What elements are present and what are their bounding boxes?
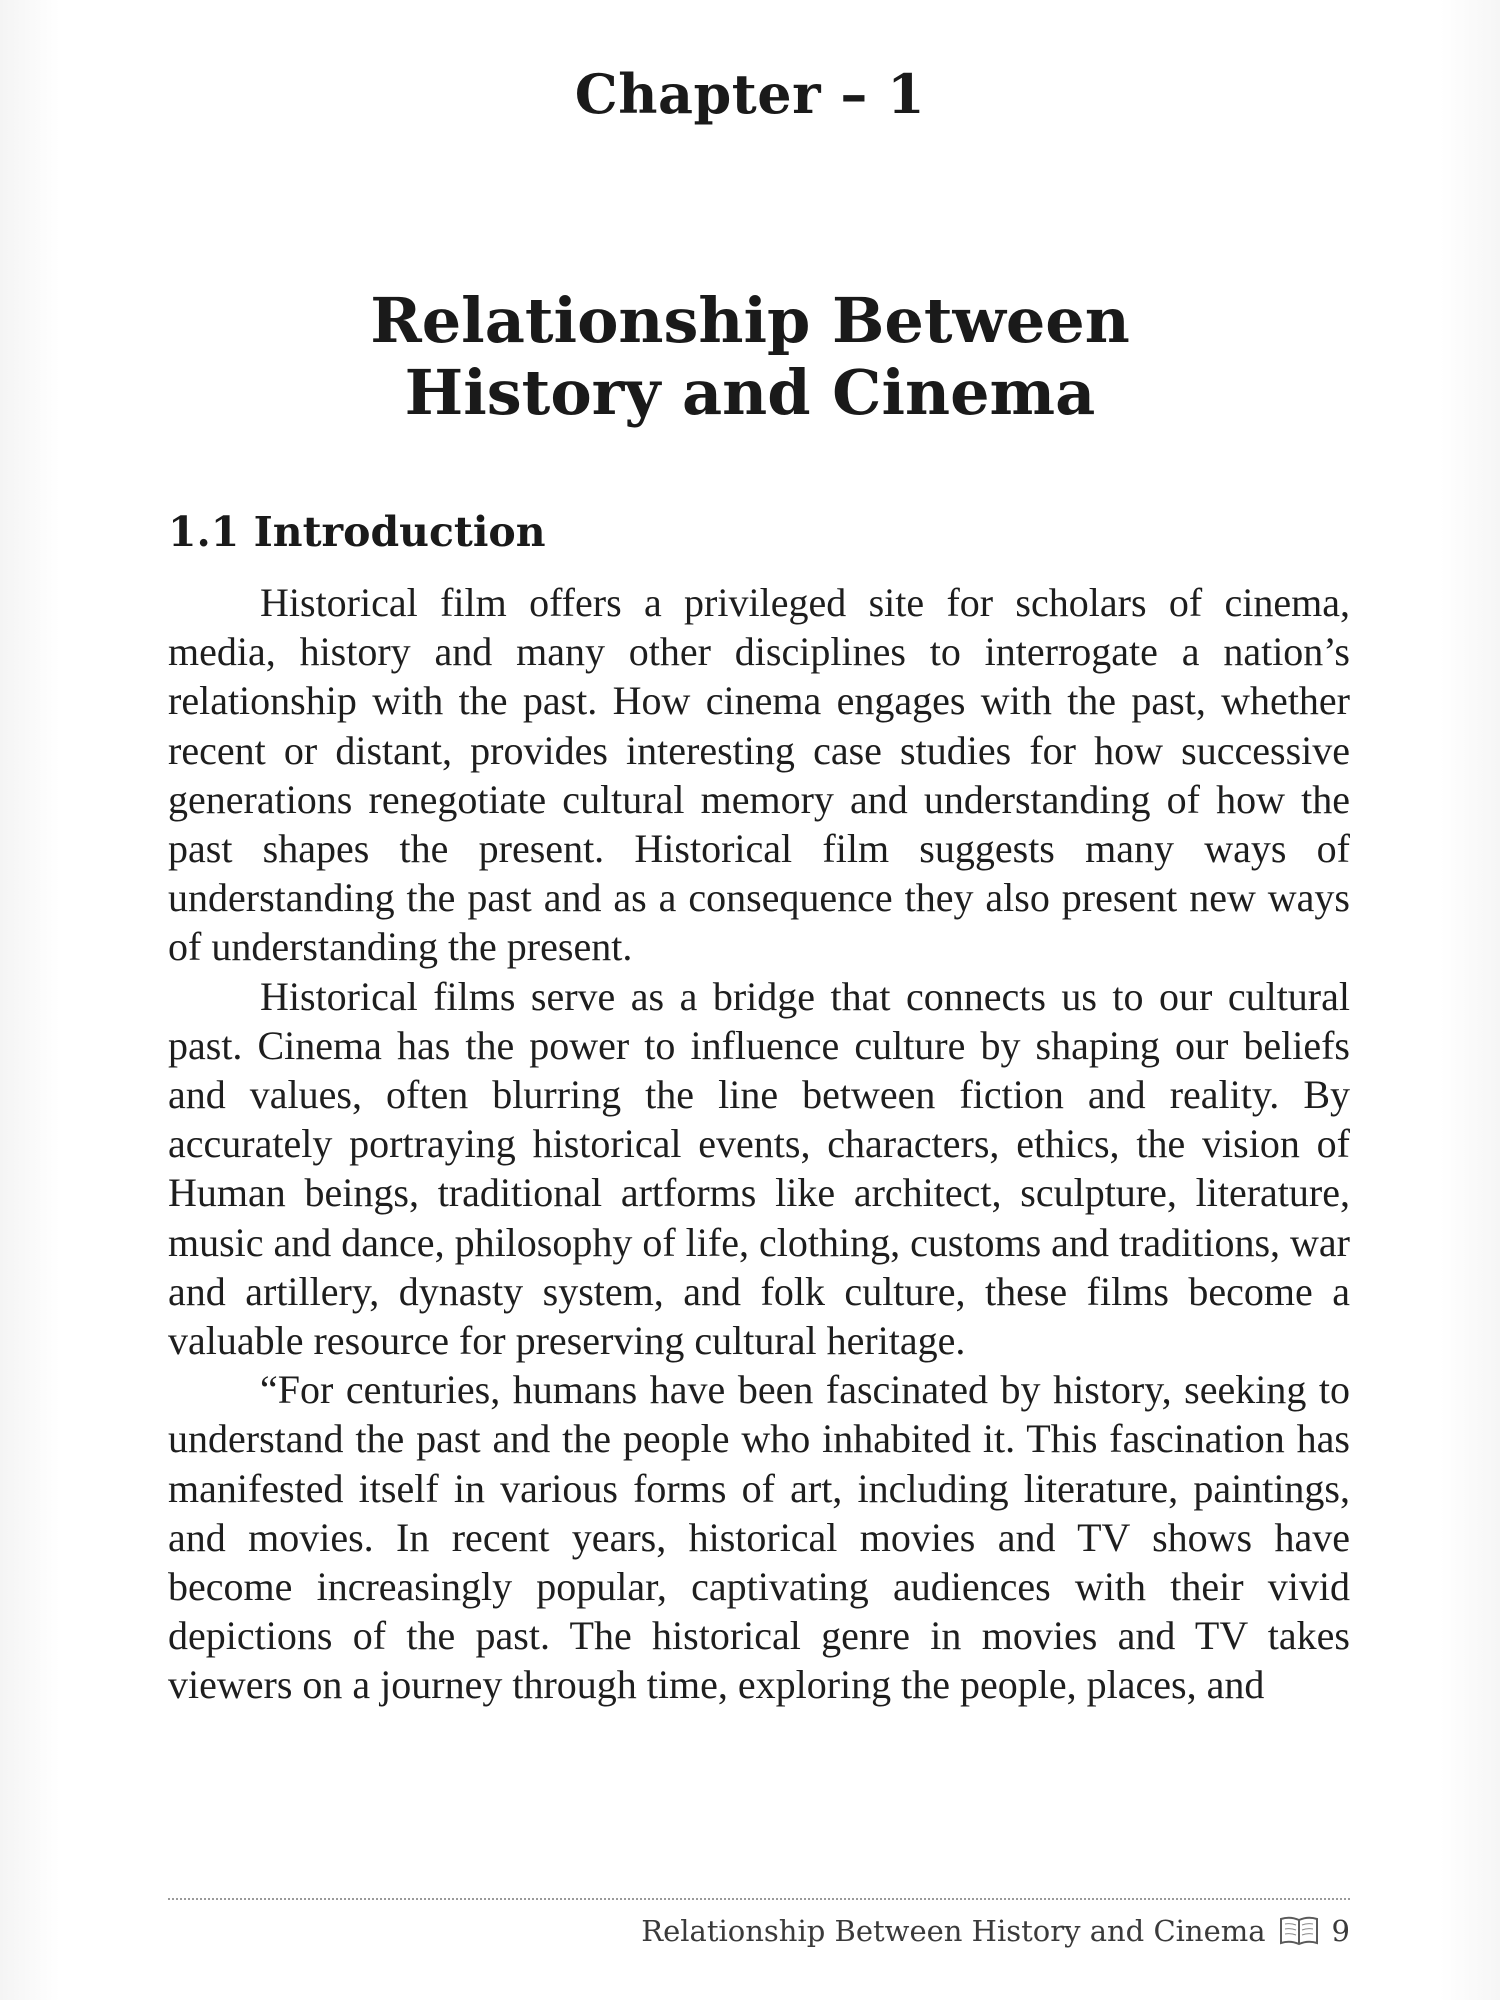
chapter-title (0, 285, 1500, 429)
page-number: 9 (1331, 1914, 1350, 1948)
paragraph-1: Historical film offers a privileged site for scholars of cinema, media, history and many other disciplines to interrogate a nation’s relationship with the past. How cinema engages with the past, whether recent or distant, provides interesting case studies for how successive generations renegotiate cultural memory and understanding of how the past shapes the present. Historical film suggests many ways of understanding the past and as a consequence they also present new ways of understanding the present. (168, 580, 1350, 970)
chapter-title-line-2: History and Cinema (404, 356, 1096, 429)
body-text (168, 578, 1350, 1710)
paragraph-2: Historical films serve as a bridge that connects us to our cultural past. Cinema has the power to influence culture by shaping our beliefs and values, often blurring the line between fiction and reality. By accurately portraying historical events, characters, ethics, the vision of Human beings, traditional artforms like architect, sculpture, literature, music and dance, philosophy of life, clothing, customs and traditions, war and artillery, dynasty system, and folk culture, these films become a valuable resource for preserving cultural heritage. (168, 973, 1350, 1364)
open-book-icon (1278, 1914, 1320, 1948)
page-footer (641, 1914, 1350, 1948)
section-heading: 1.1 Introduction (168, 508, 546, 556)
footer-divider (168, 1898, 1350, 1900)
running-title: Relationship Between History and Cinema (641, 1914, 1266, 1948)
chapter-label: Chapter – 1 (574, 62, 926, 126)
chapter-title-line-1: Relationship Between (370, 284, 1130, 357)
paragraph-3: “For centuries, humans have been fascinated by history, seeking to understand the past and the people who inhabited it. This fascination has manifested itself in various forms of art, including literature, paintings, and movies. In recent years, historical movies and TV shows have become increasingly popular, captivating audiences with their vivid depictions of the past. The historical genre in movies and TV takes viewers on a journey through time, exploring the people, places, and (168, 1367, 1350, 1708)
